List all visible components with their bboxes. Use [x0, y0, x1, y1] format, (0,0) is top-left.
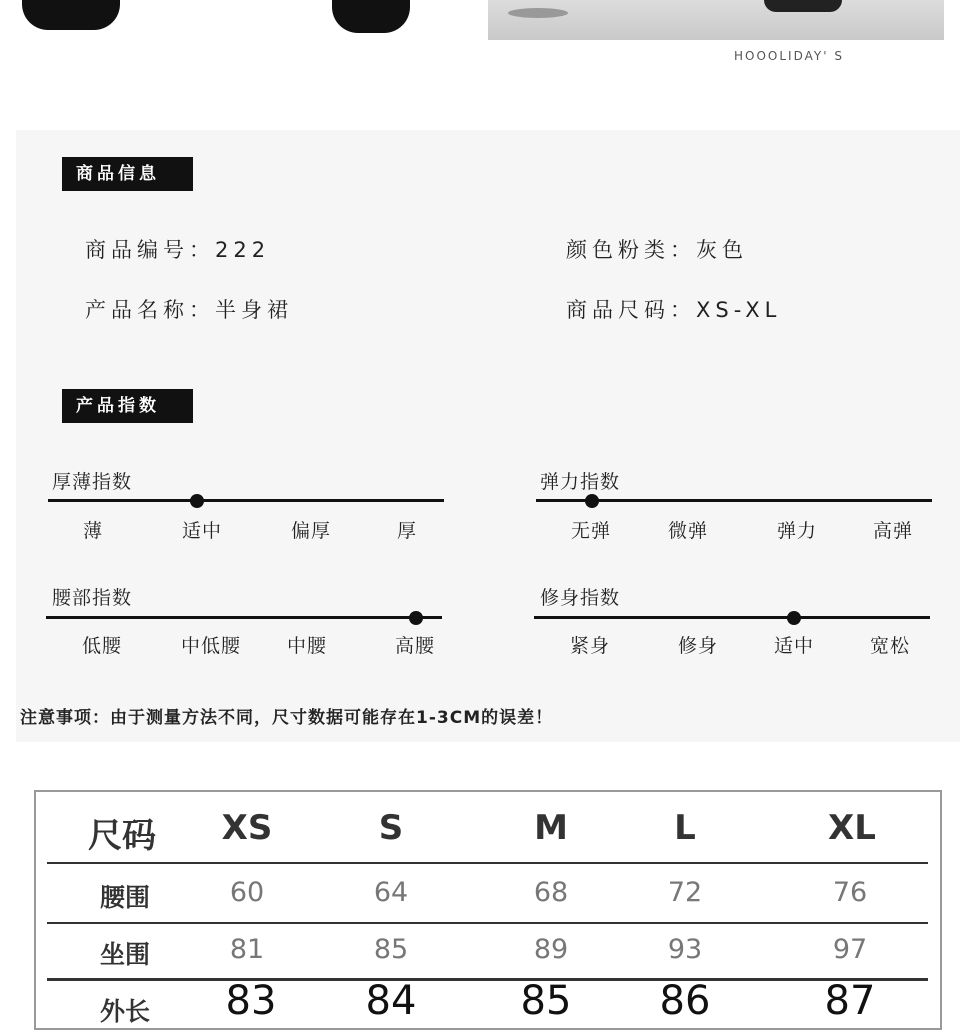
table-cell: 97: [832, 934, 868, 965]
elasticity-index-title: 弹力指数: [540, 471, 621, 493]
section-tag-product-info: 商品信息: [62, 157, 193, 191]
table-cell: 85: [520, 978, 572, 1024]
thickness-level: 适中: [181, 520, 222, 542]
table-cell: 60: [229, 877, 265, 908]
shoe-photo-left: [22, 0, 120, 30]
table-header-xs: XS: [221, 808, 273, 848]
size-range: 商品尺码：XS-XL: [566, 298, 782, 322]
table-cell: 76: [832, 877, 868, 908]
waist-scale-bar: [46, 616, 442, 619]
waist-level: 中低腰: [180, 635, 241, 657]
table-cell: 81: [229, 934, 265, 965]
brand-watermark: HOOOLIDAY' S: [734, 49, 844, 63]
thickness-index-title: 厚薄指数: [52, 471, 133, 493]
elasticity-level: 微弹: [667, 520, 708, 542]
table-cell: 68: [533, 877, 569, 908]
measurement-note: 注意事项：由于测量方法不同，尺寸数据可能存在1-3CM的误差！: [20, 708, 554, 728]
elasticity-level: 弹力: [776, 520, 817, 542]
product-name: 产品名称：半身裙: [85, 298, 293, 322]
table-cell: 89: [533, 934, 569, 965]
table-cell: 72: [667, 877, 703, 908]
row-label-hip: 坐围: [99, 940, 150, 969]
waist-level: 中腰: [286, 635, 327, 657]
fit-index-title: 修身指数: [540, 587, 621, 609]
table-divider: [47, 862, 928, 864]
table-header-m: M: [534, 808, 568, 848]
shoe-photo-middle: [332, 0, 410, 33]
waist-indicator-dot: [409, 611, 423, 625]
row-label-waist: 腰围: [99, 883, 150, 912]
table-header-xl: XL: [828, 808, 876, 848]
fit-scale-bar: [534, 616, 930, 619]
waist-level: 低腰: [81, 635, 122, 657]
item-number: 商品编号：222: [85, 238, 271, 262]
thickness-level: 厚: [396, 520, 417, 542]
table-header-s: S: [378, 808, 404, 848]
table-cell: 93: [667, 934, 703, 965]
table-divider: [47, 922, 928, 924]
fit-level: 紧身: [569, 635, 610, 657]
row-label-length: 外长: [99, 997, 150, 1026]
table-cell: 84: [365, 978, 417, 1024]
fit-level: 宽松: [869, 635, 910, 657]
thickness-scale-bar: [48, 499, 444, 502]
table-cell: 83: [225, 978, 277, 1024]
table-cell: 87: [824, 978, 876, 1024]
waist-index-title: 腰部指数: [52, 587, 133, 609]
elasticity-indicator-dot: [585, 494, 599, 508]
thickness-indicator-dot: [190, 494, 204, 508]
table-cell: 85: [373, 934, 409, 965]
product-photo-right: [488, 0, 944, 40]
elasticity-level: 无弹: [570, 520, 611, 542]
thickness-level: 薄: [82, 520, 103, 542]
table-header-l: L: [674, 808, 696, 848]
table-cell: 86: [659, 978, 711, 1024]
elasticity-level: 高弹: [872, 520, 913, 542]
section-tag-product-index: 产品指数: [62, 389, 193, 423]
thickness-level: 偏厚: [290, 520, 331, 542]
fit-level: 适中: [773, 635, 814, 657]
color-category: 颜色粉类：灰色: [566, 238, 748, 262]
fit-level: 修身: [677, 635, 718, 657]
fit-indicator-dot: [787, 611, 801, 625]
table-header-size: 尺码: [88, 816, 156, 856]
waist-level: 高腰: [394, 635, 435, 657]
product-photo-strip: [0, 0, 970, 75]
table-cell: 64: [373, 877, 409, 908]
